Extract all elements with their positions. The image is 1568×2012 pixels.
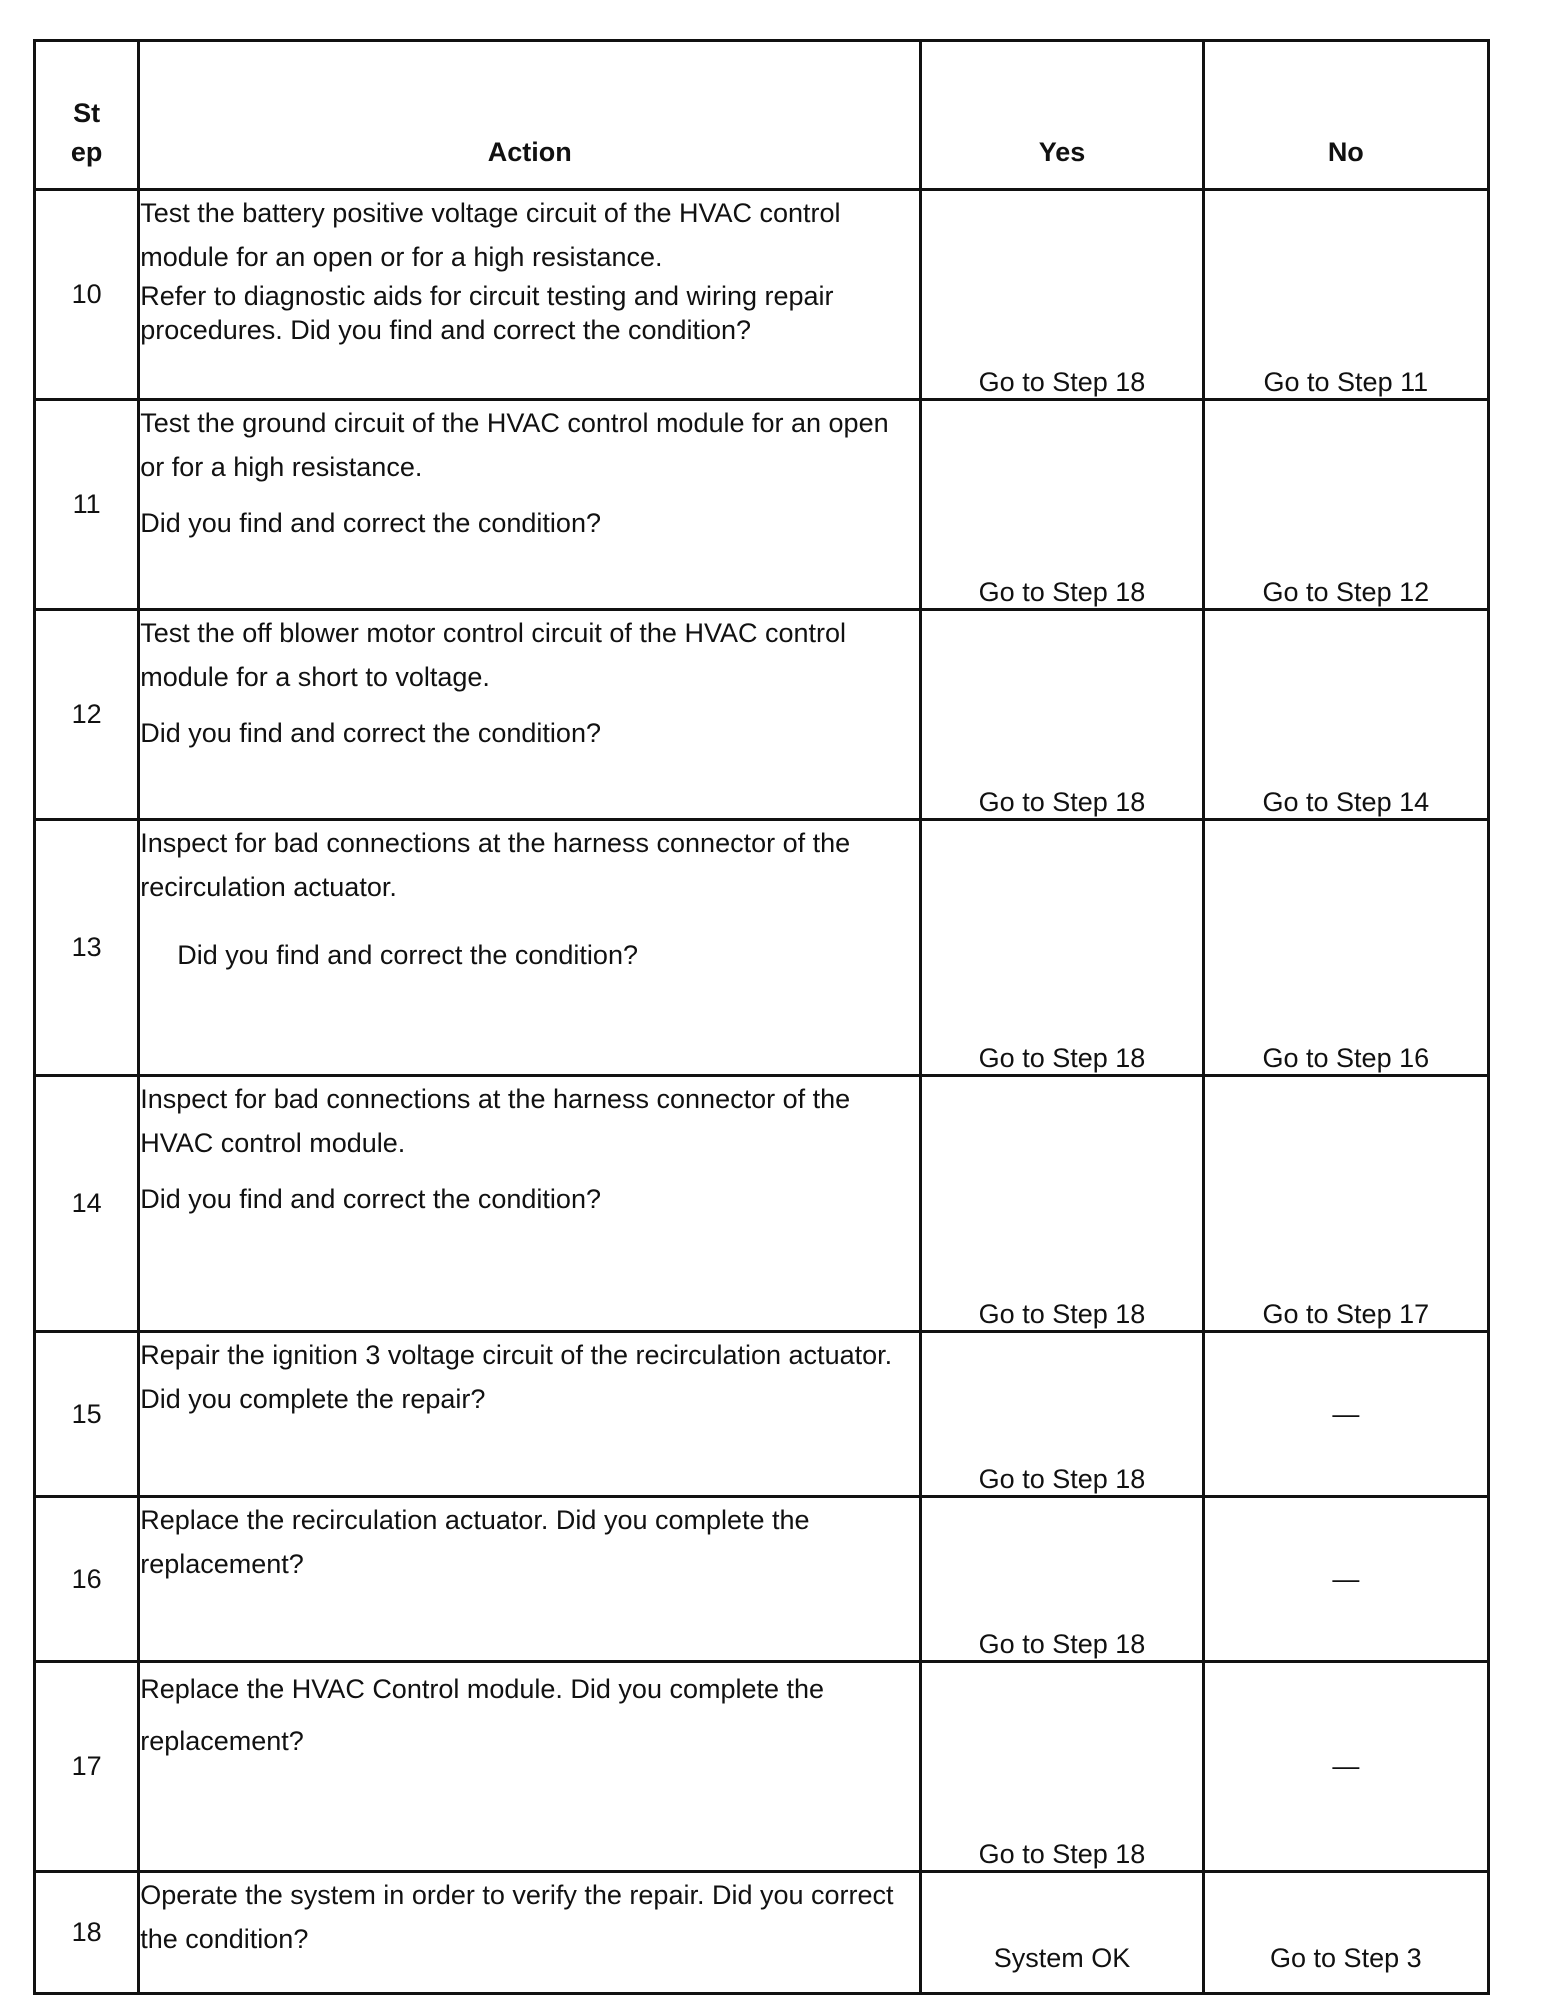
yes-result: Go to Step 18 bbox=[921, 400, 1203, 610]
table-row bbox=[35, 610, 1489, 820]
no-result-dash: — bbox=[1203, 1662, 1488, 1872]
action-cell bbox=[139, 400, 921, 610]
action-question: Did you find and correct the condition? bbox=[140, 1184, 601, 1214]
action-text: Repair the ignition 3 voltage circuit of the recirculation actuator. Did you complete the repair? bbox=[140, 1340, 893, 1414]
table-row bbox=[35, 820, 1489, 1076]
action-text: Test the battery positive voltage circuit of the HVAC control module for an open or for a high resistance. bbox=[140, 198, 841, 272]
no-result: Go to Step 16 bbox=[1203, 820, 1488, 1076]
yes-result: Go to Step 18 bbox=[921, 1332, 1203, 1497]
yes-result: Go to Step 18 bbox=[921, 610, 1203, 820]
step-number: 16 bbox=[35, 1497, 139, 1662]
action-cell bbox=[139, 1662, 921, 1872]
header-row bbox=[35, 41, 1489, 190]
action-text: Test the ground circuit of the HVAC control module for an open or for a high resistance. bbox=[140, 408, 889, 482]
yes-result: Go to Step 18 bbox=[921, 820, 1203, 1076]
step-number: 13 bbox=[35, 820, 139, 1076]
no-result: Go to Step 12 bbox=[1203, 400, 1488, 610]
header-step: St ep bbox=[35, 41, 139, 190]
action-cell bbox=[139, 820, 921, 1076]
header-yes: Yes bbox=[921, 41, 1203, 190]
action-question: Did you find and correct the condition? bbox=[140, 718, 601, 748]
step-number: 10 bbox=[35, 190, 139, 400]
table-row bbox=[35, 400, 1489, 610]
table-row bbox=[35, 190, 1489, 400]
step-number: 11 bbox=[35, 400, 139, 610]
action-cell bbox=[139, 1076, 921, 1332]
table-row bbox=[35, 1872, 1489, 1994]
action-text: Operate the system in order to verify the repair. Did you correct the condition? bbox=[140, 1880, 894, 1954]
yes-result: System OK bbox=[921, 1872, 1203, 1994]
no-result-dash: — bbox=[1203, 1332, 1488, 1497]
header-no: No bbox=[1203, 41, 1488, 190]
step-number: 14 bbox=[35, 1076, 139, 1332]
no-result: Go to Step 14 bbox=[1203, 610, 1488, 820]
step-number: 12 bbox=[35, 610, 139, 820]
no-result-dash: — bbox=[1203, 1497, 1488, 1662]
action-text: Replace the HVAC Control module. Did you complete the replacement? bbox=[140, 1674, 825, 1756]
diagnostic-table bbox=[33, 39, 1490, 1995]
yes-result: Go to Step 18 bbox=[921, 1497, 1203, 1662]
table-row bbox=[35, 1332, 1489, 1497]
step-number: 17 bbox=[35, 1662, 139, 1872]
action-text: Inspect for bad connections at the harness connector of the HVAC control module. bbox=[140, 1084, 851, 1158]
action-text: Test the off blower motor control circuit of the HVAC control module for a short to voltage. bbox=[140, 618, 846, 692]
action-cell bbox=[139, 190, 921, 400]
table-row bbox=[35, 1662, 1489, 1872]
header-action: Action bbox=[139, 41, 921, 190]
yes-result: Go to Step 18 bbox=[921, 1662, 1203, 1872]
action-question: Did you find and correct the condition? bbox=[140, 508, 601, 538]
no-result: Go to Step 17 bbox=[1203, 1076, 1488, 1332]
action-question: Did you find and correct the condition? bbox=[177, 940, 638, 970]
action-text: Refer to diagnostic aids for circuit testing and wiring repair procedures. Did you find and correct the condition? bbox=[140, 281, 834, 345]
step-number: 18 bbox=[35, 1872, 139, 1994]
yes-result: Go to Step 18 bbox=[921, 190, 1203, 400]
table-row bbox=[35, 1076, 1489, 1332]
step-number: 15 bbox=[35, 1332, 139, 1497]
action-text: Inspect for bad connections at the harness connector of the recirculation actuator. bbox=[140, 828, 851, 902]
action-cell bbox=[139, 1872, 921, 1994]
action-cell bbox=[139, 1497, 921, 1662]
yes-result: Go to Step 18 bbox=[921, 1076, 1203, 1332]
action-cell bbox=[139, 610, 921, 820]
action-text: Replace the recirculation actuator. Did you complete the replacement? bbox=[140, 1505, 810, 1579]
no-result: Go to Step 3 bbox=[1203, 1872, 1488, 1994]
no-result: Go to Step 11 bbox=[1203, 190, 1488, 400]
table-row bbox=[35, 1497, 1489, 1662]
action-cell bbox=[139, 1332, 921, 1497]
